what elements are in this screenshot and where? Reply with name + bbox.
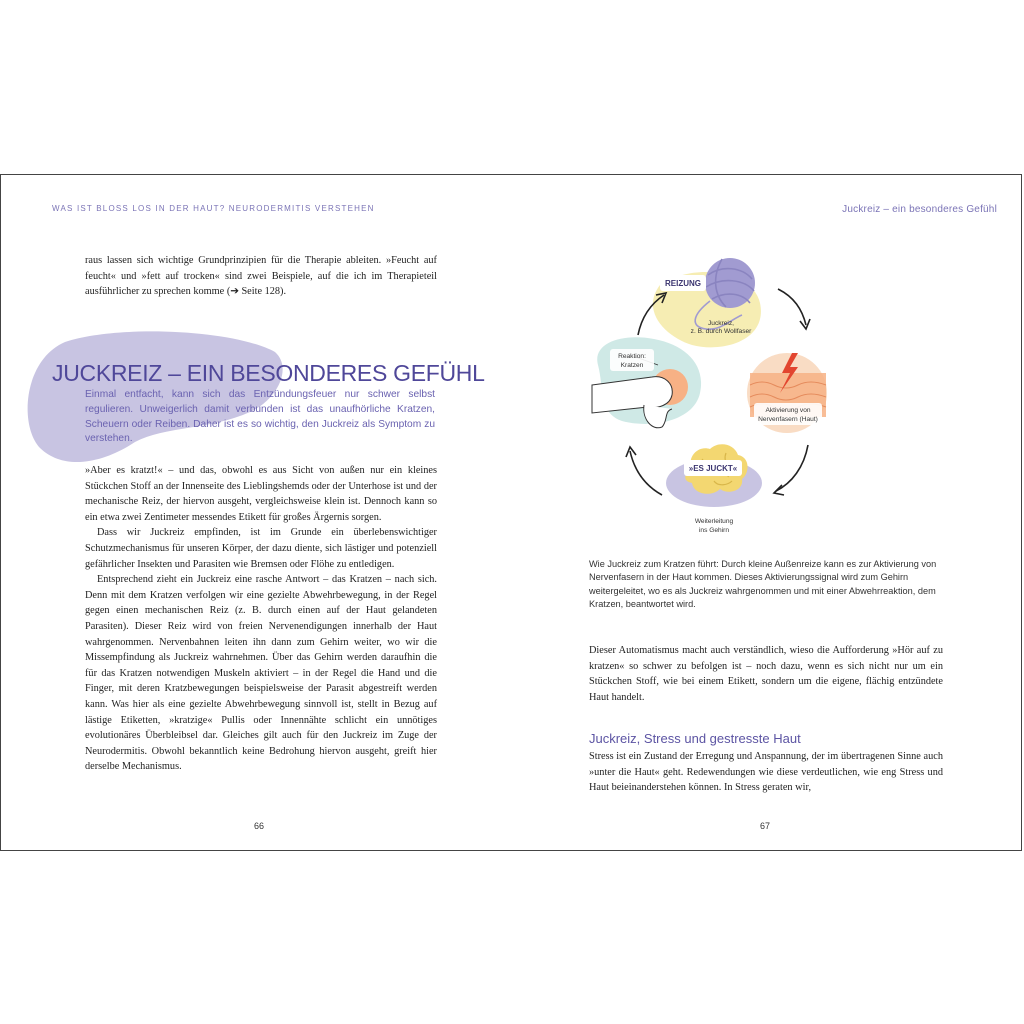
arrow-bottom-right <box>776 445 808 491</box>
reaktion-label-2: Kratzen <box>620 362 644 369</box>
sub-heading: Juckreiz, Stress und gestresste Haut <box>589 731 801 746</box>
reizung-caption-2: z. B. durch Wollfaser <box>690 328 752 335</box>
paragraph-1: »Aber es kratzt!« – und das, obwohl es aus Sicht von außen nur ein kleines Stückchen Stoff an der Innenseite des Lieblingshemds oder der Unterhose ist und der mechanische Reiz, der hiervon ausgeht, vergleichsweise klein ist. Dennoch kann so ein etwa zwei Zentimeter messendes Etikett für großes Ärgernis sorgen. <box>85 465 437 523</box>
left-page <box>1 175 512 850</box>
aktivierung-label-1: Aktivierung von <box>765 407 811 414</box>
chapter-title: JUCKREIZ – EIN BESONDERES GEFÜHL <box>52 360 485 387</box>
arrow-bottom-left <box>630 451 662 495</box>
aktivierung-stage <box>747 353 827 433</box>
opening-text <box>85 253 437 300</box>
right-text <box>589 643 943 705</box>
right-page <box>512 175 1023 850</box>
weiterleitung-label-2: ins Gehirn <box>698 527 730 534</box>
main-text <box>85 463 437 775</box>
stress-paragraph: Stress ist ein Zustand der Erregung und Anspannung, der im übertragenen Sinne auch »unter die Haut« geht. Redewendungen wie diese verdeutlichen, wie eng Stress und Haut beieinanderstehen können. In Stress geraten wir, <box>589 751 943 794</box>
arrow-top-right <box>778 289 806 325</box>
book-spread <box>0 174 1022 851</box>
running-head-right: Juckreiz – ein besonderes Gefühl <box>842 204 997 215</box>
chapter-intro: Einmal entfacht, kann sich das Entzündungsfeuer nur schwer selbst regulieren. Unweigerlich damit verbunden ist das unaufhörliche Kratzen, Scheuern oder Reiben. Daher ist es so wichtig, den Juckreiz als Symptom zu verstehen. <box>85 389 435 445</box>
stress-text <box>589 749 943 796</box>
weiterleitung-label-1: Weiterleitung <box>694 518 734 525</box>
reizung-stage <box>653 258 761 347</box>
aktivierung-label-2: Nervenfasern (Haut) <box>758 416 818 423</box>
paragraph-2: Dass wir Juckreiz empfinden, ist im Grunde ein überlebenswichtiger Schutzmechanismus für unseren Körper, der dazu diente, sich lästiger und potenziell gefährlicher Insekten und Parasiten wie Bremsen oder Flöhe zu entledigen. <box>85 527 437 570</box>
reizung-label: REIZUNG <box>665 279 701 288</box>
juckt-label: »ES JUCKT« <box>688 464 738 473</box>
diagram-caption: Wie Juckreiz zum Kratzen führt: Durch kleine Außenreize kann es zur Aktivierung von Nervenfasern in der Haut kommen. Dieses Aktivierungssignal wird zum Gehirn weitergeleitet, wo es als Juckreiz wahrgenommen und mit einer Abwehrreaktion, dem Kratzen, beantwortet wird. <box>589 559 937 610</box>
running-head-left: WAS IST BLOSS LOS IN DER HAUT? NEURODERMITIS VERSTEHEN <box>52 204 375 213</box>
reaktion-label-1: Reaktion: <box>618 353 646 360</box>
paragraph-3: Entsprechend zieht ein Juckreiz eine rasche Antwort – das Kratzen – nach sich. Denn mit dem Kratzen verfolgen wir eine gezielte Abwehrbewegung, in der Regel gegen einen mechanischen Reiz (z. B. durch einen auf der Haut gelandeten Parasiten). Dieser Reiz wird von freien Nervenendigungen innerhalb der Haut wahrgenommen. Nervenbahnen leiten ihn dann zum Gehirn weiter, wo wir die Missempfindung als Juckreiz wahrnehmen. Über das Gehirn werden daraufhin die für das Kratzen notwendigen Muskeln aktiviert – in der Regel die Hand und die Finger, mit deren Kratzbewegungen beispielsweise der Parasit abgestreift werden kann. Was hier als eine gezielte Abwehrbewegung sinnvoll ist, stellt in Bezug auf lästige Etiketten, »kratzige« Pullis oder Innennähte schlicht ein unnötiges evolutionäres Überbleibsel dar. Gleiches gilt auch für den Juckreiz im Zuge der Neurodermitis. Obwohl bekanntlich keine Bedrohung hiervon ausgeht, greift hier derselbe Mechanismus. <box>85 574 437 773</box>
automatismus-paragraph: Dieser Automatismus macht auch verständlich, wieso die Aufforderung »Hör auf zu kratzen« so schwer zu befolgen ist – noch dazu, wenn es sich nicht nur um ein Stückchen Stoff, wie bei einem Etikett, sondern um die eigene, flächig entzündete Haut handelt. <box>589 645 943 703</box>
itch-cycle-diagram <box>582 245 832 545</box>
opening-paragraph: raus lassen sich wichtige Grundprinzipien für die Therapie ableiten. »Feucht auf feucht« und »fett auf trocken« sind zwei Beispiele, auf die ich im Therapieteil ausführlicher zu sprechen komme (➔ Seite 128). <box>85 255 437 298</box>
es-juckt-stage <box>666 444 762 534</box>
page-number-right: 67 <box>760 821 771 831</box>
page-number-left: 66 <box>254 821 265 831</box>
reizung-caption-1: Juckreiz, <box>707 320 735 327</box>
reaktion-stage <box>592 337 701 427</box>
